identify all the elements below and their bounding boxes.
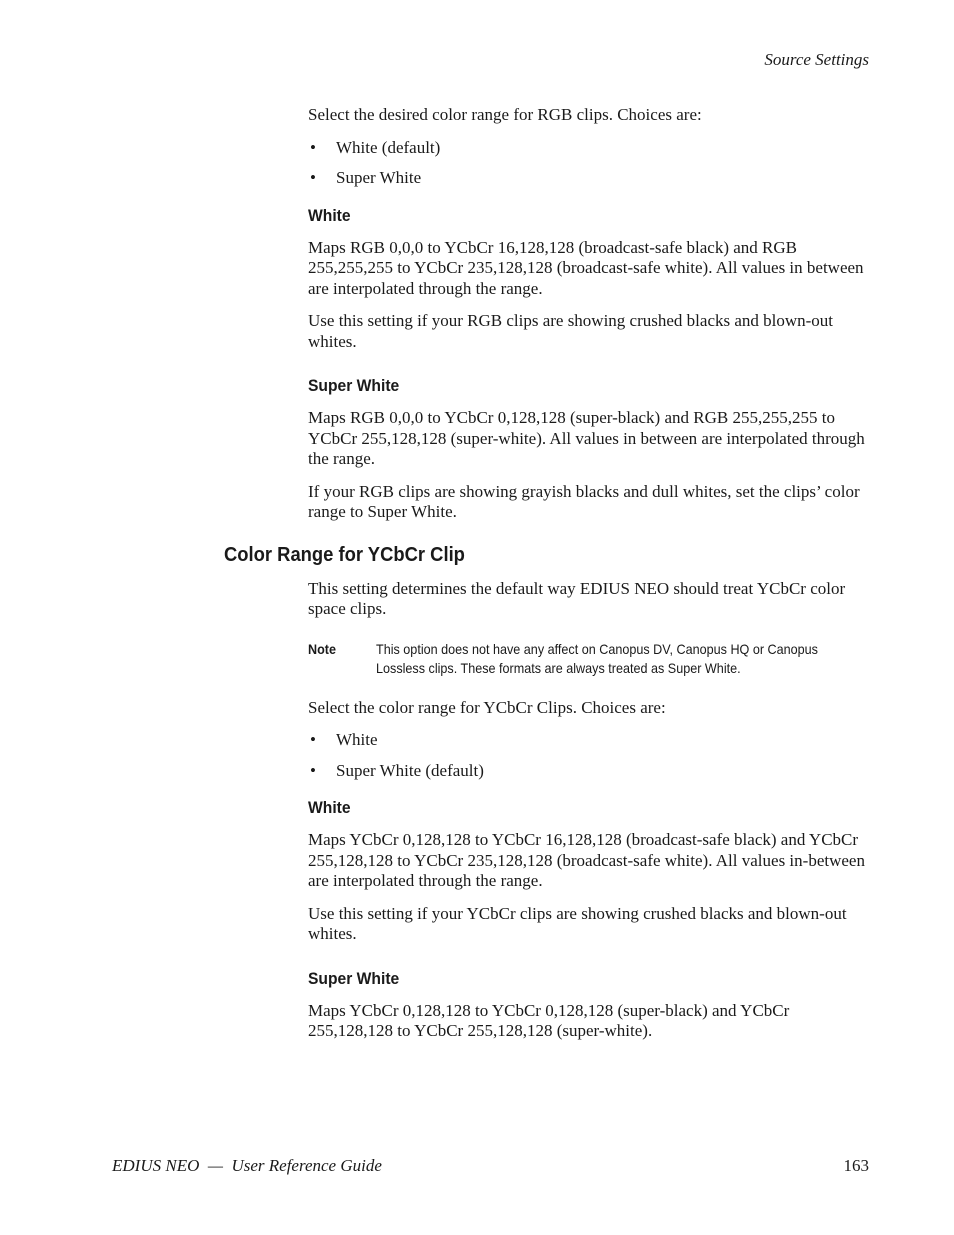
ycbcr-white-paragraph-1: Maps YCbCr 0,128,128 to YCbCr 16,128,128 (broadcast-safe black) and YCbCr 255,128,128 to YCbCr 235,128,128 (broadcast-safe white). All values in-between are interpolated through the range. [308, 830, 865, 890]
note-label: Note [308, 640, 337, 657]
ycbcr-choices-list [308, 730, 873, 781]
list-item: • Super White (default) [310, 760, 484, 780]
bullet-icon: • [310, 730, 316, 749]
list-item: • White (default) [310, 137, 441, 157]
ycbcr-intro: This setting determines the default way EDIUS NEO should treat YCbCr color space clips. [308, 578, 846, 618]
section-heading: Color Range for YCbCr Clip [224, 543, 465, 566]
rgb-super-white-paragraph-1: Maps RGB 0,0,0 to YCbCr 0,128,128 (super-black) and RGB 255,255,255 to YCbCr 255,128,128 (super-white). All values in between are interpolated through the range. [308, 408, 865, 468]
running-header: Source Settings [764, 50, 869, 69]
page-number: 163 [843, 1156, 869, 1175]
bullet-icon: • [310, 168, 316, 187]
list-item: • Super White [310, 168, 422, 187]
list-item: • White [310, 730, 378, 749]
bullet-icon: • [310, 137, 316, 157]
rgb-white-paragraph-2: Use this setting if your RGB clips are showing crushed blacks and blown-out whites. [308, 311, 834, 351]
rgb-white-paragraph-1: Maps RGB 0,0,0 to YCbCr 16,128,128 (broadcast-safe black) and RGB 255,255,255 to YCbCr 235,128,128 (broadcast-safe white). All values in between are interpolated through the range. [308, 237, 864, 298]
ycbcr-white-paragraph-2: Use this setting if your YCbCr clips are showing crushed blacks and blown-out whites. [308, 903, 847, 943]
note-text: This option does not have any affect on Canopus DV, Canopus HQ or Canopus Lossless clips. These formats are always treated as Super White. [376, 640, 818, 676]
rgb-choices-list [308, 138, 873, 189]
ycbcr-super-white-heading: Super White [308, 968, 400, 988]
footer-guide-title: EDIUS NEO — User Reference Guide [112, 1156, 382, 1175]
ycbcr-white-heading: White [308, 798, 351, 817]
page-content [224, 105, 873, 1054]
ycbcr-select-text: Select the color range for YCbCr Clips. Choices are: [308, 697, 666, 717]
note-block [308, 640, 873, 678]
rgb-super-white-paragraph-2: If your RGB clips are showing grayish blacks and dull whites, set the clips’ color range to Super White. [308, 481, 860, 521]
rgb-intro: Select the desired color range for RGB clips. Choices are: [308, 105, 702, 124]
rgb-super-white-heading: Super White [308, 376, 400, 395]
rgb-white-heading: White [308, 205, 351, 225]
ycbcr-super-white-paragraph-1: Maps YCbCr 0,128,128 to YCbCr 0,128,128 (super-black) and YCbCr 255,128,128 to YCbCr 255,128,128 (super-white). [308, 1000, 790, 1040]
bullet-icon: • [310, 760, 316, 780]
